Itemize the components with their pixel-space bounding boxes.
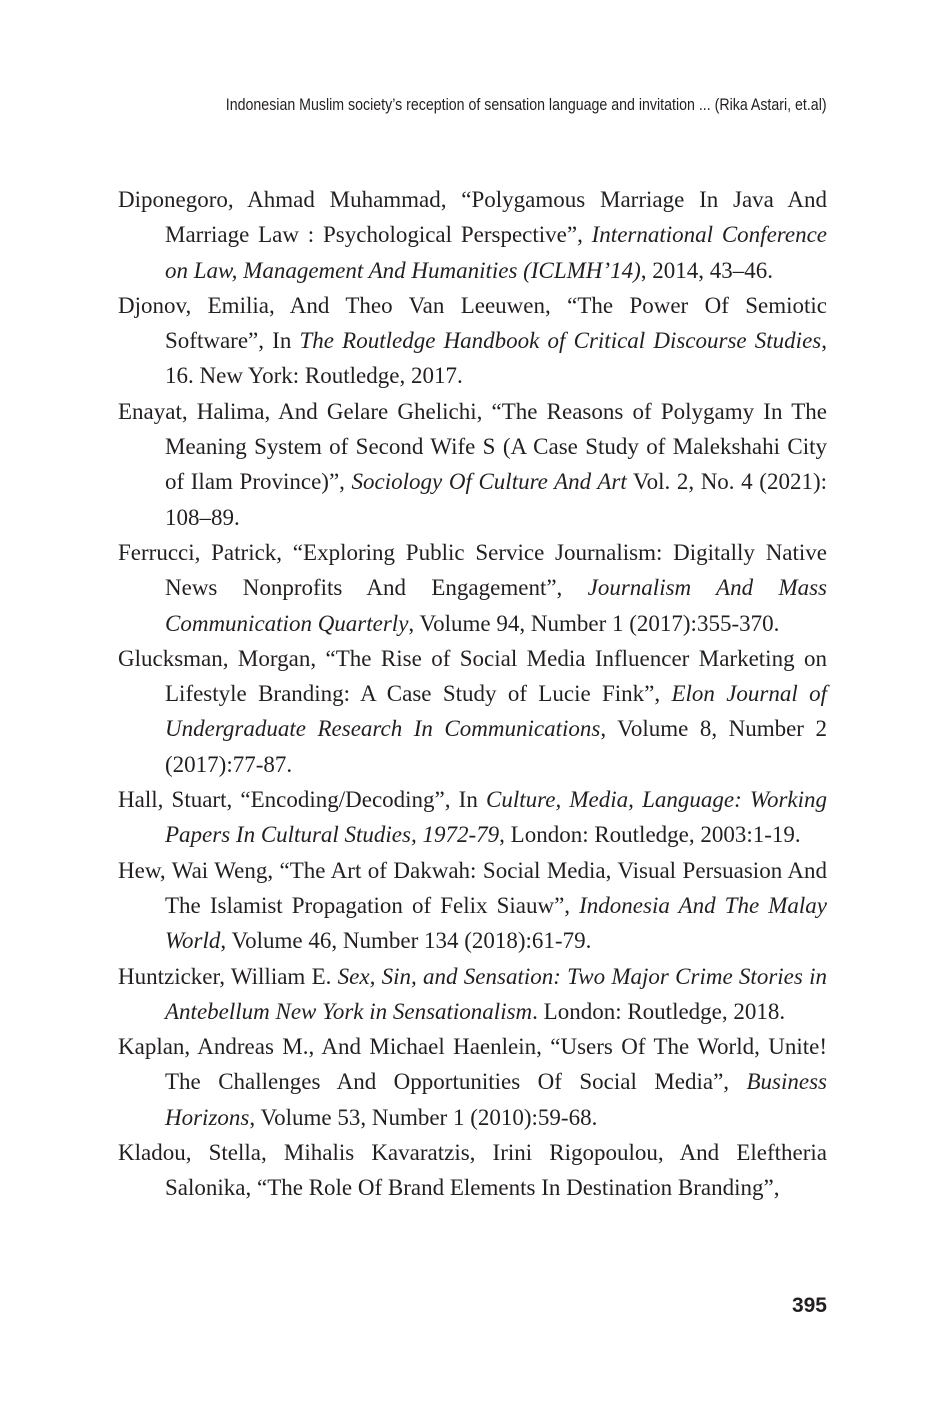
reference-entry [118, 641, 827, 782]
reference-details: , Volume 94, Number 1 (2017):355-370. [408, 610, 780, 636]
reference-text: Kladou, Stella, Mihalis Kavaratzis, Irini Rigopoulou, And Eleftheria Salonika, “The Role Of Brand Elements In Destination Branding”, [118, 1140, 827, 1201]
reference-details: , London: Routledge, 2003:1-19. [499, 822, 801, 848]
reference-source-title: Business Horizons [165, 1069, 827, 1130]
reference-source-title: The Routledge Handbook of Critical Discourse Studies [299, 328, 822, 354]
reference-details: Vol. 2, No. 4 (2021): 108–89. [165, 469, 827, 530]
reference-entry [118, 1029, 827, 1135]
reference-text: Hall, Stuart, “Encoding/Decoding”, In [118, 787, 487, 813]
reference-entry [118, 394, 827, 535]
reference-text: Hew, Wai Weng, “The Art of Dakwah: Social Media, Visual Persuasion And The Islamist Propagation of Felix Siauw”, [118, 857, 827, 918]
reference-entry [118, 182, 827, 288]
reference-text: Huntzicker, William E. [118, 963, 338, 989]
reference-entry [118, 853, 827, 959]
reference-details: , Volume 46, Number 134 (2018):61-79. [220, 928, 592, 954]
reference-source-title: Elon Journal of Undergraduate Research In Communications [165, 681, 827, 742]
reference-source-title: Sociology Of Culture And Art [351, 469, 627, 495]
reference-details: . London: Routledge, 2018. [532, 998, 786, 1024]
reference-list [118, 182, 827, 1206]
reference-entry [118, 535, 827, 641]
reference-source-title: Sex, Sin, and Sensation: Two Major Crime Stories in Antebellum New York in Sensationalism [165, 963, 827, 1024]
reference-text: Ferrucci, Patrick, “Exploring Public Service Journalism: Digitally Native News Nonprofits And Engagement”, [118, 539, 827, 601]
reference-source-title: International Conference on Law, Management And Humanities (ICLMH’14) [165, 222, 827, 283]
reference-details: , 2014, 43–46. [640, 257, 773, 283]
page-number: 395 [791, 1294, 827, 1317]
reference-source-title: Culture, Media, Language: Working Papers In Cultural Studies, 1972-79 [165, 787, 827, 848]
running-header: Indonesian Muslim society’s reception of sensation language and invitation ... (Rika Astari, et.al) [226, 96, 827, 114]
reference-source-title: Journalism And Mass Communication Quarterly [165, 575, 828, 636]
reference-text: Djonov, Emilia, And Theo Van Leeuwen, “The Power Of Semiotic Software”, In [118, 292, 827, 354]
reference-details: , Volume 53, Number 1 (2010):59-68. [249, 1104, 598, 1130]
reference-text: Enayat, Halima, And Gelare Ghelichi, “The Reasons of Polygamy In The Meaning System of Second Wife S (A Case Study of Malekshahi City of Ilam Province)”, [118, 398, 827, 495]
reference-entry [118, 959, 827, 1030]
reference-source-title: Indonesia And The Malay World [165, 892, 827, 954]
reference-details: , Volume 8, Number 2 (2017):77-87. [165, 716, 827, 777]
reference-entry [118, 288, 827, 394]
reference-entry [118, 1135, 827, 1206]
reference-text: Glucksman, Morgan, “The Rise of Social Media Influencer Marketing on Lifestyle Branding: A Case Study of Lucie Fink”, [118, 645, 827, 707]
reference-text: Kaplan, Andreas M., And Michael Haenlein, “Users Of The World, Unite! The Challenges And Opportunities Of Social Media”, [118, 1034, 827, 1095]
reference-details: , 16. New York: Routledge, 2017. [165, 328, 827, 389]
reference-entry [118, 782, 827, 853]
reference-text: Diponegoro, Ahmad Muhammad, “Polygamous Marriage In Java And Marriage Law : Psychological Perspective”, [118, 187, 827, 248]
